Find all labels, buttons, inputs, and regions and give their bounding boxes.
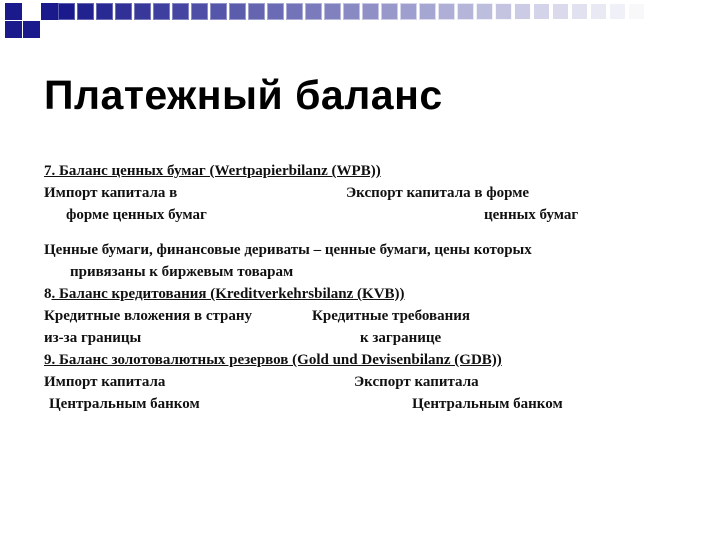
- decorative-square: [248, 3, 265, 20]
- paragraph-line-1: [44, 239, 704, 261]
- decorative-square: [58, 3, 75, 20]
- decorative-square: [362, 3, 379, 20]
- section-9-number: 9: [44, 352, 52, 368]
- section-9-right-1: Экспорт капитала: [354, 374, 479, 390]
- decorative-square: [552, 3, 569, 20]
- paragraph-text-1: Ценные бумаги, финансовые дериваты – ценные бумаги, цены которых: [44, 242, 532, 258]
- decorative-square: [305, 3, 322, 20]
- section-7-title: . Баланс ценных бумаг (Wertpapierbilanz (WPB)): [51, 163, 381, 179]
- section-7-right-1: Экспорт капитала в форме: [346, 185, 530, 201]
- section-8-title: . Баланс кредитования (Kreditverkehrsbilanz (KVB)): [51, 286, 405, 302]
- section-7-number: 7: [44, 163, 52, 179]
- decorative-square: [476, 3, 493, 20]
- section-8-right-2: к загранице: [360, 330, 442, 346]
- section-9-title: . Баланс золотовалютных резервов (Gold und Devisenbilanz (GDB)): [51, 352, 502, 368]
- decorative-square: [514, 3, 531, 20]
- section-7-left-2: форме ценных бумаг: [66, 207, 207, 223]
- decorative-square: [495, 3, 512, 20]
- decorative-square: [571, 3, 588, 20]
- section-7-right-2: ценных бумаг: [484, 207, 579, 223]
- decorative-square: [172, 3, 189, 20]
- section-8-number: 8: [44, 286, 52, 302]
- decorative-squares-band: [0, 0, 720, 40]
- slide-body: [44, 160, 704, 415]
- section-9-right-2: Центральным банком: [412, 396, 563, 412]
- decorative-square: [77, 3, 94, 20]
- section-8-right-1: Кредитные требования: [312, 308, 471, 324]
- section-8-heading: [44, 283, 704, 305]
- section-7-left-1: Импорт капитала в: [44, 185, 178, 201]
- decorative-square: [115, 3, 132, 20]
- decorative-square: [324, 3, 341, 20]
- section-8-left-1: Кредитные вложения в страну: [44, 308, 253, 324]
- decorative-square: [381, 3, 398, 20]
- decorative-square: [153, 3, 170, 20]
- section-7-heading: [44, 160, 704, 182]
- decorative-square: [685, 3, 702, 20]
- section-7-row-2: [44, 204, 704, 226]
- section-8-row-2: [44, 327, 704, 349]
- decorative-square: [23, 21, 40, 38]
- section-9-left-2: Центральным банком: [49, 396, 200, 412]
- decorative-square: [609, 3, 626, 20]
- decorative-square: [704, 3, 720, 20]
- paragraph-text-2: привязаны к биржевым товарам: [70, 264, 294, 280]
- decorative-square: [533, 3, 550, 20]
- decorative-square: [229, 3, 246, 20]
- decorative-square: [457, 3, 474, 20]
- decorative-square: [419, 3, 436, 20]
- decorative-square: [191, 3, 208, 20]
- decorative-square: [210, 3, 227, 20]
- decorative-square: [41, 3, 58, 20]
- section-8-left-2: из-за границы: [44, 330, 142, 346]
- decorative-square: [438, 3, 455, 20]
- section-9-row-2: [44, 393, 704, 415]
- decorative-square: [286, 3, 303, 20]
- decorative-square: [590, 3, 607, 20]
- decorative-square: [5, 21, 22, 38]
- decorative-square: [5, 3, 22, 20]
- section-9-row-1: [44, 371, 704, 393]
- decorative-square: [134, 3, 151, 20]
- decorative-square: [628, 3, 645, 20]
- section-9-heading: [44, 349, 704, 371]
- decorative-square: [647, 3, 664, 20]
- decorative-square: [666, 3, 683, 20]
- decorative-square: [96, 3, 113, 20]
- section-8-row-1: [44, 305, 704, 327]
- decorative-square: [343, 3, 360, 20]
- section-9-left-1: Импорт капитала: [44, 374, 166, 390]
- paragraph-line-2: [44, 261, 704, 283]
- slide-title: Платежный баланс: [44, 72, 443, 118]
- decorative-square: [267, 3, 284, 20]
- decorative-square: [400, 3, 417, 20]
- section-7-row-1: [44, 182, 704, 204]
